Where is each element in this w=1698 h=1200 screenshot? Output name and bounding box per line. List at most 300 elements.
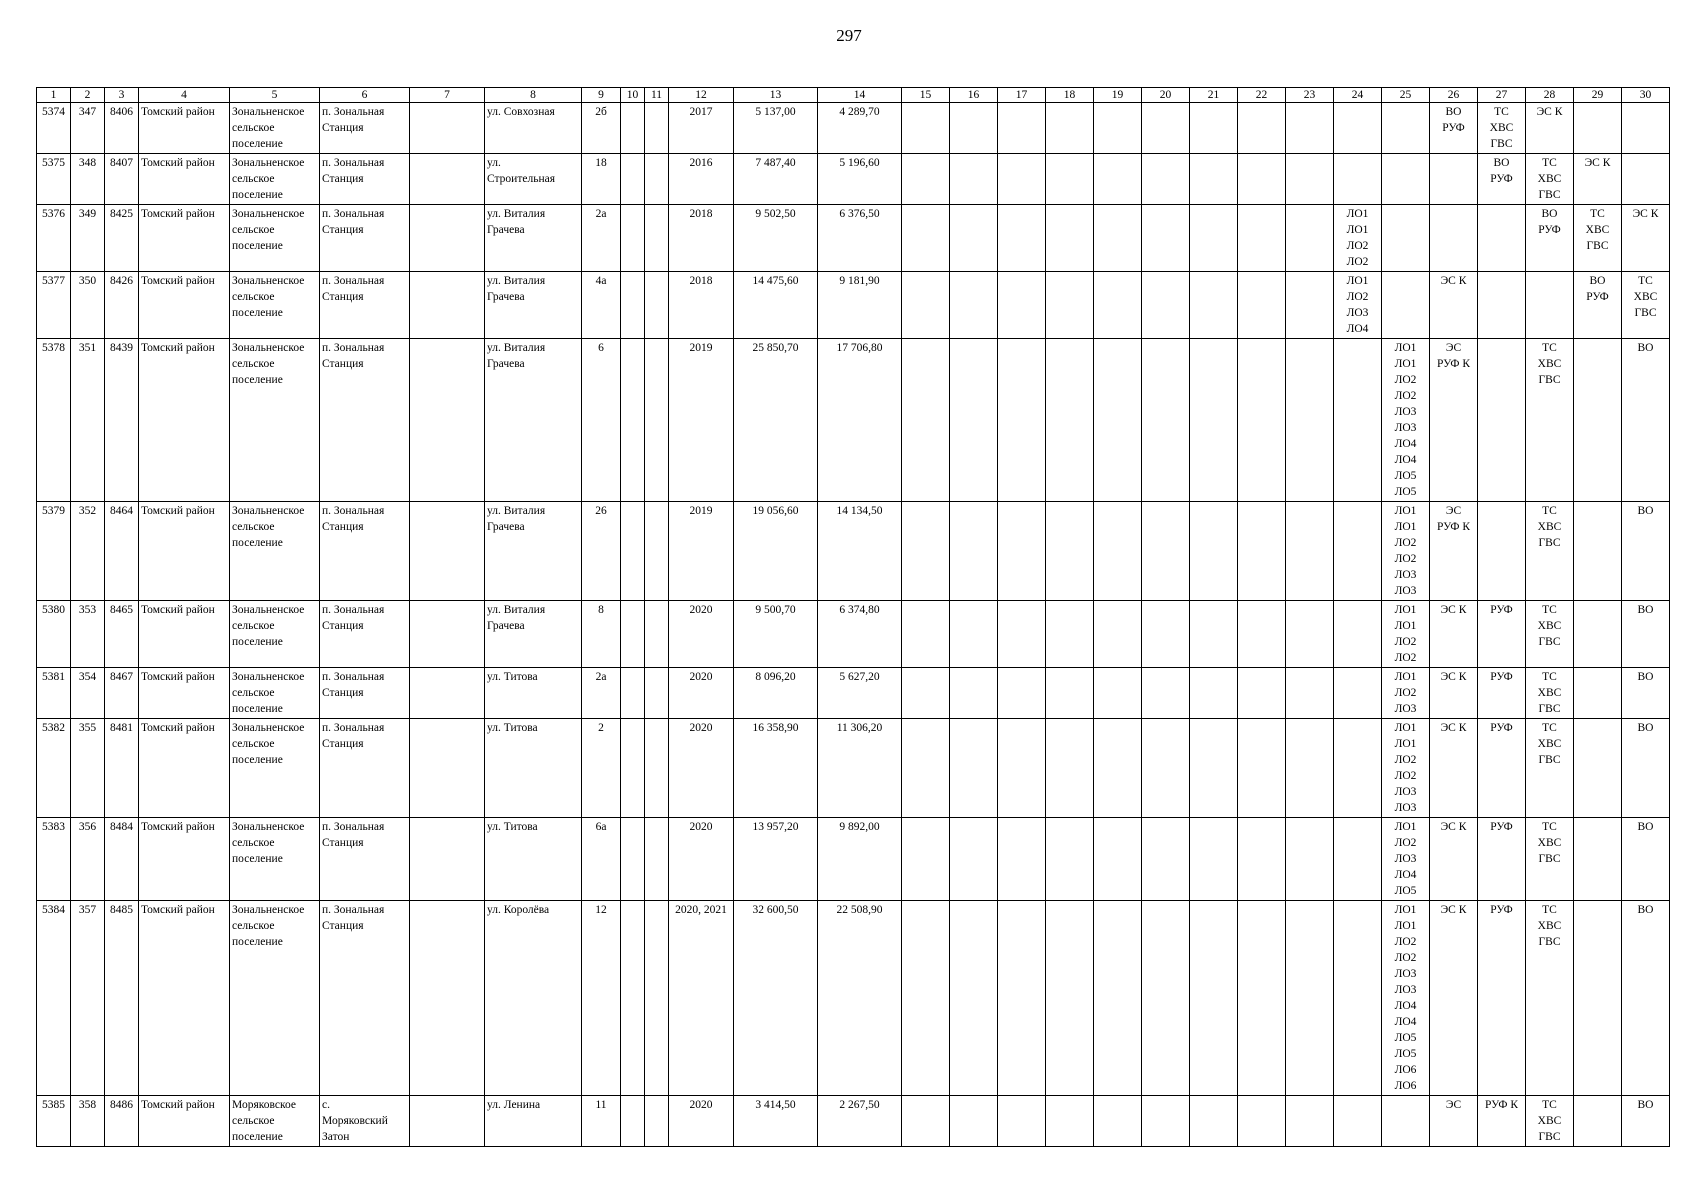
cell-col-1 bbox=[37, 1096, 71, 1147]
cell-col-7 bbox=[410, 205, 485, 272]
cell-text: 6а bbox=[595, 821, 607, 833]
cell-col-26 bbox=[1430, 339, 1478, 502]
cell-col-11 bbox=[645, 103, 669, 154]
cell-col-27 bbox=[1478, 339, 1526, 502]
cell-text: 8439 bbox=[110, 342, 133, 354]
cell-col-24 bbox=[1334, 668, 1382, 719]
cell-text: 25 850,70 bbox=[752, 342, 799, 354]
cell-col-16 bbox=[950, 668, 998, 719]
cell-col-17 bbox=[998, 154, 1046, 205]
cell-text: ЭС РУФ К bbox=[1436, 342, 1471, 370]
cell-col-4 bbox=[139, 205, 230, 272]
cell-col-11 bbox=[645, 154, 669, 205]
cell-text: ВО bbox=[1637, 604, 1654, 616]
cell-text: 5376 bbox=[42, 208, 65, 220]
cell-text: 14 475,60 bbox=[752, 275, 799, 287]
cell-col-25 bbox=[1382, 818, 1430, 901]
cell-col-18 bbox=[1046, 103, 1094, 154]
cell-col-22 bbox=[1238, 205, 1286, 272]
cell-text: 8485 bbox=[110, 904, 133, 916]
cell-col-22 bbox=[1238, 502, 1286, 601]
cell-text: 2 bbox=[598, 722, 604, 734]
cell-col-28 bbox=[1526, 205, 1574, 272]
cell-col-20 bbox=[1142, 339, 1190, 502]
cell-text: 5382 bbox=[42, 722, 65, 734]
cell-col-6 bbox=[320, 1096, 410, 1147]
column-header-12: 12 bbox=[669, 88, 734, 103]
cell-text: 2020 bbox=[689, 1099, 713, 1111]
cell-col-22 bbox=[1238, 272, 1286, 339]
column-header-16: 16 bbox=[950, 88, 998, 103]
cell-text: ЭС К bbox=[1584, 157, 1611, 169]
column-header-8: 8 bbox=[485, 88, 582, 103]
cell-col-10 bbox=[621, 901, 645, 1096]
cell-col-5 bbox=[230, 719, 320, 818]
cell-col-4 bbox=[139, 339, 230, 502]
cell-text: 17 706,80 bbox=[836, 342, 883, 354]
cell-col-30 bbox=[1622, 1096, 1670, 1147]
table-row bbox=[37, 154, 1670, 205]
cell-col-8 bbox=[485, 818, 582, 901]
cell-text: 2017 bbox=[689, 106, 713, 118]
cell-col-19 bbox=[1094, 719, 1142, 818]
cell-text: 5 627,20 bbox=[839, 671, 880, 683]
table-row bbox=[37, 502, 1670, 601]
cell-col-14 bbox=[818, 901, 902, 1096]
cell-col-4 bbox=[139, 1096, 230, 1147]
cell-col-24 bbox=[1334, 901, 1382, 1096]
cell-col-6 bbox=[320, 818, 410, 901]
cell-text: 5 196,60 bbox=[839, 157, 880, 169]
cell-text: п. Зональная Станция bbox=[322, 671, 385, 699]
cell-col-24 bbox=[1334, 154, 1382, 205]
cell-col-13 bbox=[734, 272, 818, 339]
cell-text: 6 bbox=[598, 342, 604, 354]
cell-col-15 bbox=[902, 818, 950, 901]
cell-text: п. Зональная Станция bbox=[322, 157, 385, 185]
cell-col-14 bbox=[818, 154, 902, 205]
cell-col-23 bbox=[1286, 818, 1334, 901]
cell-col-11 bbox=[645, 818, 669, 901]
cell-text: ВО РУФ bbox=[1586, 275, 1609, 303]
cell-text: ТС ХВС ГВС bbox=[1537, 157, 1562, 201]
cell-col-12 bbox=[669, 901, 734, 1096]
cell-text: Томский район bbox=[141, 505, 215, 517]
cell-col-15 bbox=[902, 205, 950, 272]
cell-col-12 bbox=[669, 205, 734, 272]
cell-col-13 bbox=[734, 205, 818, 272]
cell-text: Зональненское сельское поселение bbox=[232, 342, 305, 386]
cell-col-12 bbox=[669, 719, 734, 818]
cell-col-11 bbox=[645, 272, 669, 339]
column-header-13: 13 bbox=[734, 88, 818, 103]
cell-col-8 bbox=[485, 1096, 582, 1147]
cell-text: 8481 bbox=[110, 722, 133, 734]
cell-text: 4 289,70 bbox=[839, 106, 880, 118]
cell-col-1 bbox=[37, 154, 71, 205]
cell-col-23 bbox=[1286, 154, 1334, 205]
cell-col-14 bbox=[818, 1096, 902, 1147]
cell-col-5 bbox=[230, 154, 320, 205]
cell-col-28 bbox=[1526, 502, 1574, 601]
cell-col-23 bbox=[1286, 719, 1334, 818]
cell-text: 12 bbox=[595, 904, 607, 916]
cell-col-6 bbox=[320, 103, 410, 154]
table-row bbox=[37, 719, 1670, 818]
column-header-18: 18 bbox=[1046, 88, 1094, 103]
cell-text: Зональненское сельское поселение bbox=[232, 671, 305, 715]
cell-col-4 bbox=[139, 818, 230, 901]
table-row bbox=[37, 103, 1670, 154]
cell-text: РУФ К bbox=[1484, 1099, 1519, 1111]
cell-col-20 bbox=[1142, 601, 1190, 668]
cell-text: ЭС К bbox=[1440, 604, 1467, 616]
cell-col-28 bbox=[1526, 154, 1574, 205]
cell-text: 5383 bbox=[42, 821, 65, 833]
cell-text: Томский район bbox=[141, 275, 215, 287]
cell-col-1 bbox=[37, 205, 71, 272]
cell-text: 5385 bbox=[42, 1099, 65, 1111]
cell-col-22 bbox=[1238, 601, 1286, 668]
cell-text: 356 bbox=[78, 821, 97, 833]
cell-text: ВО РУФ bbox=[1490, 157, 1513, 185]
cell-text: ВО bbox=[1637, 1099, 1654, 1111]
cell-text: 8464 bbox=[110, 505, 133, 517]
cell-col-3 bbox=[105, 901, 139, 1096]
cell-col-3 bbox=[105, 103, 139, 154]
cell-text: ЭС К bbox=[1440, 904, 1467, 916]
cell-col-13 bbox=[734, 901, 818, 1096]
table-row bbox=[37, 818, 1670, 901]
cell-text: 9 892,00 bbox=[839, 821, 880, 833]
cell-col-4 bbox=[139, 668, 230, 719]
cell-col-19 bbox=[1094, 901, 1142, 1096]
cell-col-18 bbox=[1046, 668, 1094, 719]
cell-col-4 bbox=[139, 601, 230, 668]
cell-text: ТС ХВС ГВС bbox=[1537, 722, 1562, 766]
cell-col-16 bbox=[950, 719, 998, 818]
cell-text: 2020 bbox=[689, 722, 713, 734]
cell-col-8 bbox=[485, 502, 582, 601]
cell-col-8 bbox=[485, 205, 582, 272]
cell-text: ТС ХВС ГВС bbox=[1537, 505, 1562, 549]
table-row bbox=[37, 1096, 1670, 1147]
cell-col-1 bbox=[37, 272, 71, 339]
cell-col-16 bbox=[950, 205, 998, 272]
cell-text: 350 bbox=[78, 275, 97, 287]
cell-col-6 bbox=[320, 601, 410, 668]
cell-col-16 bbox=[950, 1096, 998, 1147]
cell-col-5 bbox=[230, 668, 320, 719]
cell-col-22 bbox=[1238, 339, 1286, 502]
cell-col-7 bbox=[410, 272, 485, 339]
cell-col-12 bbox=[669, 502, 734, 601]
cell-text: ЛО1 ЛО1 ЛО2 ЛО2 ЛО3 ЛО3 bbox=[1394, 722, 1417, 814]
cell-col-15 bbox=[902, 668, 950, 719]
cell-text: ТС ХВС ГВС bbox=[1537, 1099, 1562, 1143]
cell-col-30 bbox=[1622, 502, 1670, 601]
cell-col-16 bbox=[950, 103, 998, 154]
cell-col-19 bbox=[1094, 205, 1142, 272]
cell-col-12 bbox=[669, 339, 734, 502]
cell-text: Томский район bbox=[141, 604, 215, 616]
cell-col-29 bbox=[1574, 272, 1622, 339]
cell-col-3 bbox=[105, 818, 139, 901]
cell-col-25 bbox=[1382, 103, 1430, 154]
cell-text: Томский район bbox=[141, 671, 215, 683]
table-row bbox=[37, 339, 1670, 502]
cell-col-7 bbox=[410, 818, 485, 901]
cell-col-15 bbox=[902, 339, 950, 502]
cell-col-27 bbox=[1478, 272, 1526, 339]
cell-col-1 bbox=[37, 719, 71, 818]
cell-col-10 bbox=[621, 339, 645, 502]
cell-col-28 bbox=[1526, 818, 1574, 901]
cell-col-2 bbox=[71, 668, 105, 719]
cell-col-21 bbox=[1190, 502, 1238, 601]
cell-col-29 bbox=[1574, 154, 1622, 205]
cell-col-30 bbox=[1622, 901, 1670, 1096]
column-header-28: 28 bbox=[1526, 88, 1574, 103]
cell-text: 351 bbox=[78, 342, 97, 354]
cell-text: Зональненское сельское поселение bbox=[232, 208, 305, 252]
cell-col-21 bbox=[1190, 601, 1238, 668]
cell-text: 2а bbox=[595, 671, 607, 683]
cell-col-2 bbox=[71, 339, 105, 502]
cell-text: 2019 bbox=[689, 342, 713, 354]
cell-text: ЛО1 ЛО1 ЛО2 ЛО2 bbox=[1394, 604, 1417, 664]
cell-text: ВО bbox=[1637, 821, 1654, 833]
cell-col-6 bbox=[320, 339, 410, 502]
cell-col-30 bbox=[1622, 818, 1670, 901]
column-header-23: 23 bbox=[1286, 88, 1334, 103]
cell-text: Томский район bbox=[141, 208, 215, 220]
cell-col-15 bbox=[902, 154, 950, 205]
cell-text: ул. Совхозная bbox=[487, 106, 555, 118]
cell-text: ЭС К bbox=[1536, 106, 1563, 118]
cell-col-2 bbox=[71, 154, 105, 205]
cell-text: 2б bbox=[595, 106, 607, 118]
cell-text: ЛО1 ЛО1 ЛО2 ЛО2 ЛО3 ЛО3 ЛО4 ЛО4 ЛО5 ЛО5 bbox=[1394, 342, 1417, 498]
cell-col-4 bbox=[139, 272, 230, 339]
cell-col-15 bbox=[902, 272, 950, 339]
cell-col-19 bbox=[1094, 339, 1142, 502]
cell-text: 6 374,80 bbox=[839, 604, 880, 616]
cell-col-11 bbox=[645, 339, 669, 502]
cell-col-23 bbox=[1286, 668, 1334, 719]
cell-col-3 bbox=[105, 668, 139, 719]
cell-col-26 bbox=[1430, 103, 1478, 154]
cell-col-4 bbox=[139, 719, 230, 818]
cell-col-8 bbox=[485, 601, 582, 668]
cell-col-21 bbox=[1190, 818, 1238, 901]
cell-col-20 bbox=[1142, 901, 1190, 1096]
cell-text: 9 500,70 bbox=[755, 604, 796, 616]
cell-col-2 bbox=[71, 272, 105, 339]
cell-col-29 bbox=[1574, 719, 1622, 818]
cell-col-9 bbox=[582, 601, 621, 668]
cell-col-9 bbox=[582, 205, 621, 272]
cell-col-18 bbox=[1046, 818, 1094, 901]
cell-text: 5379 bbox=[42, 505, 65, 517]
cell-col-10 bbox=[621, 601, 645, 668]
cell-text: 2020, 2021 bbox=[675, 904, 727, 916]
column-header-17: 17 bbox=[998, 88, 1046, 103]
cell-col-29 bbox=[1574, 818, 1622, 901]
cell-text: Томский район bbox=[141, 722, 215, 734]
cell-text: 5384 bbox=[42, 904, 65, 916]
cell-col-14 bbox=[818, 502, 902, 601]
cell-col-8 bbox=[485, 339, 582, 502]
cell-col-14 bbox=[818, 668, 902, 719]
cell-col-10 bbox=[621, 668, 645, 719]
cell-col-23 bbox=[1286, 1096, 1334, 1147]
cell-text: 2016 bbox=[689, 157, 713, 169]
column-header-22: 22 bbox=[1238, 88, 1286, 103]
cell-text: 353 bbox=[78, 604, 97, 616]
cell-text: ЭС К bbox=[1440, 722, 1467, 734]
cell-text: РУФ bbox=[1490, 722, 1513, 734]
cell-col-7 bbox=[410, 719, 485, 818]
cell-col-27 bbox=[1478, 668, 1526, 719]
cell-col-21 bbox=[1190, 154, 1238, 205]
cell-col-28 bbox=[1526, 272, 1574, 339]
cell-text: 5380 bbox=[42, 604, 65, 616]
cell-col-19 bbox=[1094, 103, 1142, 154]
cell-text: Моряковское сельское поселение bbox=[232, 1099, 296, 1143]
column-header-30: 30 bbox=[1622, 88, 1670, 103]
cell-col-18 bbox=[1046, 601, 1094, 668]
cell-text: Зональненское сельское поселение bbox=[232, 106, 305, 150]
cell-col-2 bbox=[71, 205, 105, 272]
cell-col-5 bbox=[230, 1096, 320, 1147]
cell-col-8 bbox=[485, 103, 582, 154]
cell-text: 2018 bbox=[689, 208, 713, 220]
cell-col-5 bbox=[230, 601, 320, 668]
column-header-7: 7 bbox=[410, 88, 485, 103]
cell-col-30 bbox=[1622, 719, 1670, 818]
cell-col-25 bbox=[1382, 272, 1430, 339]
cell-col-23 bbox=[1286, 205, 1334, 272]
table-row bbox=[37, 205, 1670, 272]
cell-col-13 bbox=[734, 818, 818, 901]
cell-col-16 bbox=[950, 154, 998, 205]
cell-col-2 bbox=[71, 601, 105, 668]
cell-text: ТС ХВС ГВС bbox=[1489, 106, 1514, 150]
cell-text: ЭС К bbox=[1632, 208, 1659, 220]
cell-text: 9 502,50 bbox=[755, 208, 796, 220]
cell-text: ВО bbox=[1637, 722, 1654, 734]
cell-col-14 bbox=[818, 205, 902, 272]
cell-col-30 bbox=[1622, 154, 1670, 205]
cell-col-21 bbox=[1190, 103, 1238, 154]
cell-col-7 bbox=[410, 154, 485, 205]
cell-text: 6 376,50 bbox=[839, 208, 880, 220]
cell-text: ЛО1 ЛО2 ЛО3 ЛО4 ЛО5 bbox=[1394, 821, 1417, 897]
cell-col-28 bbox=[1526, 719, 1574, 818]
cell-text: Томский район bbox=[141, 1099, 215, 1111]
cell-text: ЭС К bbox=[1440, 275, 1467, 287]
cell-col-25 bbox=[1382, 601, 1430, 668]
cell-text: ЛО1 ЛО1 ЛО2 ЛО2 ЛО3 ЛО3 bbox=[1394, 505, 1417, 597]
cell-col-12 bbox=[669, 103, 734, 154]
cell-col-12 bbox=[669, 272, 734, 339]
cell-text: 5374 bbox=[42, 106, 65, 118]
cell-col-4 bbox=[139, 154, 230, 205]
cell-text: п. Зональная Станция bbox=[322, 904, 385, 932]
cell-col-28 bbox=[1526, 668, 1574, 719]
cell-col-17 bbox=[998, 205, 1046, 272]
cell-col-1 bbox=[37, 601, 71, 668]
cell-col-17 bbox=[998, 272, 1046, 339]
cell-text: п. Зональная Станция bbox=[322, 722, 385, 750]
cell-col-29 bbox=[1574, 502, 1622, 601]
cell-col-30 bbox=[1622, 339, 1670, 502]
cell-col-5 bbox=[230, 205, 320, 272]
cell-col-12 bbox=[669, 601, 734, 668]
cell-col-28 bbox=[1526, 339, 1574, 502]
cell-col-5 bbox=[230, 339, 320, 502]
cell-col-6 bbox=[320, 502, 410, 601]
column-header-20: 20 bbox=[1142, 88, 1190, 103]
cell-col-17 bbox=[998, 668, 1046, 719]
cell-text: ВО bbox=[1637, 671, 1654, 683]
cell-text: Зональненское сельское поселение bbox=[232, 157, 305, 201]
cell-col-5 bbox=[230, 272, 320, 339]
cell-col-7 bbox=[410, 601, 485, 668]
cell-col-6 bbox=[320, 154, 410, 205]
cell-col-18 bbox=[1046, 1096, 1094, 1147]
cell-text: ТС ХВС ГВС bbox=[1537, 671, 1562, 715]
cell-text: ТС ХВС ГВС bbox=[1537, 604, 1562, 648]
cell-text: 352 bbox=[78, 505, 97, 517]
cell-col-4 bbox=[139, 103, 230, 154]
cell-col-15 bbox=[902, 901, 950, 1096]
cell-col-15 bbox=[902, 1096, 950, 1147]
cell-col-23 bbox=[1286, 901, 1334, 1096]
cell-col-21 bbox=[1190, 901, 1238, 1096]
cell-col-27 bbox=[1478, 103, 1526, 154]
cell-col-8 bbox=[485, 154, 582, 205]
cell-col-23 bbox=[1286, 339, 1334, 502]
cell-col-2 bbox=[71, 502, 105, 601]
cell-col-20 bbox=[1142, 719, 1190, 818]
column-header-14: 14 bbox=[818, 88, 902, 103]
cell-col-2 bbox=[71, 103, 105, 154]
cell-col-2 bbox=[71, 901, 105, 1096]
cell-col-28 bbox=[1526, 103, 1574, 154]
cell-col-20 bbox=[1142, 818, 1190, 901]
cell-col-1 bbox=[37, 339, 71, 502]
cell-text: Томский район bbox=[141, 106, 215, 118]
cell-col-22 bbox=[1238, 901, 1286, 1096]
cell-col-21 bbox=[1190, 719, 1238, 818]
cell-col-18 bbox=[1046, 339, 1094, 502]
cell-col-14 bbox=[818, 103, 902, 154]
cell-col-27 bbox=[1478, 154, 1526, 205]
cell-col-26 bbox=[1430, 502, 1478, 601]
cell-text: РУФ bbox=[1490, 604, 1513, 616]
cell-col-19 bbox=[1094, 272, 1142, 339]
cell-text: ЭС К bbox=[1440, 821, 1467, 833]
cell-col-10 bbox=[621, 818, 645, 901]
cell-col-26 bbox=[1430, 154, 1478, 205]
cell-col-27 bbox=[1478, 901, 1526, 1096]
cell-col-9 bbox=[582, 103, 621, 154]
cell-text: 4а bbox=[595, 275, 607, 287]
cell-col-22 bbox=[1238, 1096, 1286, 1147]
cell-col-13 bbox=[734, 154, 818, 205]
